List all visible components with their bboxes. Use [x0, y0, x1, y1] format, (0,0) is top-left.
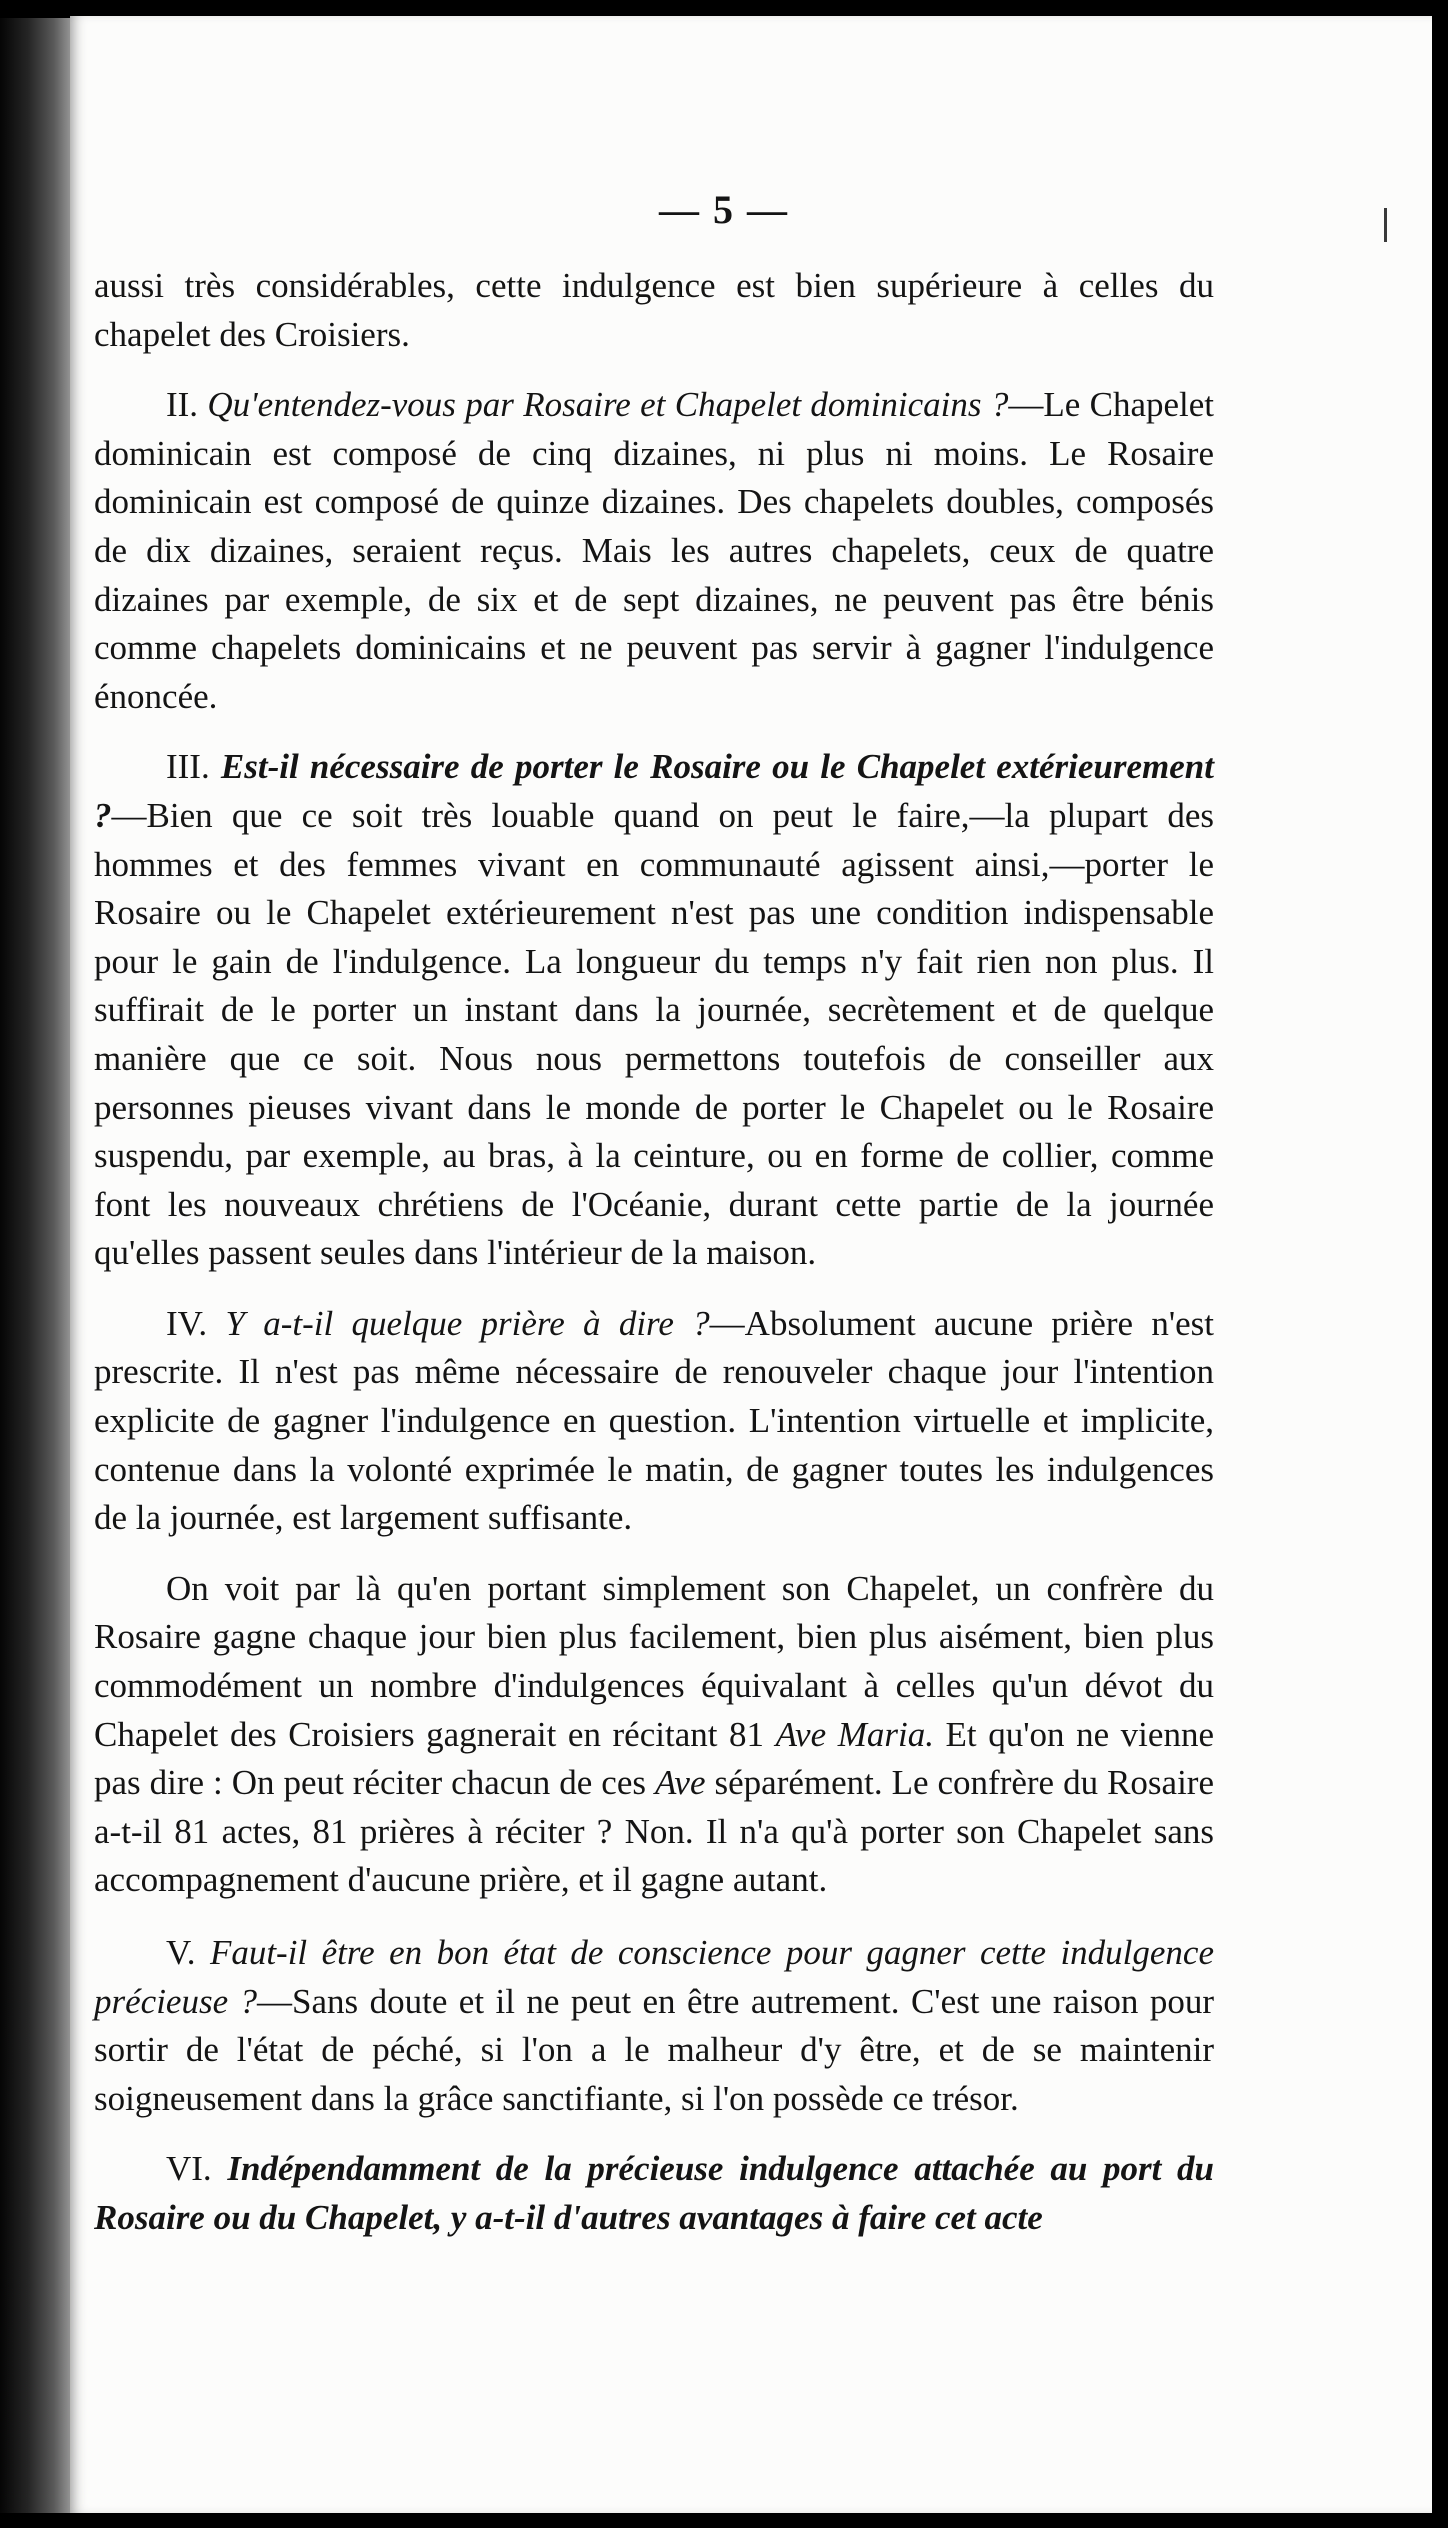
question-iv	[94, 1300, 1214, 1543]
question-v	[94, 1929, 1214, 2123]
question-ii	[94, 381, 1214, 721]
question-number: VI.	[166, 2149, 212, 2189]
question-number: II.	[166, 385, 199, 425]
answer-text: —Le Chapelet dominicain est composé de cinq dizaines, ni plus ni moins. Le Rosaire dominicain est composé de quinze dizaines. Des chapelets doubles, composés de dix dizaines, seraient reçus. Mais les autres chapelets, ceux de quatre dizaines par exemple, de six et de sept dizaines, ne peuvent pas être bénis comme chapelets dominicains et ne peuvent pas servir à gagner l'indulgence énoncée.	[94, 385, 1215, 716]
question-text: Y a-t-il quelque prière à dire ?	[225, 1303, 710, 1343]
question-vi	[94, 2145, 1214, 2242]
question-text: Est-il nécessaire de porter le Rosaire ou le Chapelet extérieurement ?	[94, 747, 1214, 835]
question-number: III.	[166, 747, 210, 787]
paragraph-text: On voit par là qu'en portant simplement son Chapelet, un confrère du Rosaire gagne chaque jour bien plus facilement, bien plus aisément, bien plus commodément un nombre d'indulgences équivalant à celles qu'un dévot du Chapelet des Croisiers gagnerait en récitant 81	[94, 1568, 1214, 1754]
paragraph-text: Et qu'on ne vienne pas dire : On peut réciter chacun de ces	[94, 1714, 1214, 1803]
question-text: Faut-il être en bon état de conscience pour gagner cette indulgence précieuse ?	[94, 1933, 1215, 2021]
question-number: IV.	[166, 1303, 208, 1343]
book-binding-shadow	[0, 18, 72, 2513]
answer-text: —Bien que ce soit très louable quand on peut le faire,—la plupart des hommes et des femmes vivant en communauté agissent ainsi,—porter le Rosaire ou le Chapelet extérieurement n'est pas une condition indispensable pour le gain de l'indulgence. La longueur du temps n'y fait rien non plus. Il suffirait de le porter un instant dans la journée, secrètement et de quelque manière que ce soit. Nous nous permettons toutefois de conseiller aux personnes pieuses vivant dans le monde de porter le Chapelet ou le Rosaire suspendu, par exemple, au bras, à la ceinture, ou en forme de collier, comme font les nouveaux chrétiens de l'Océanie, durant cette partie de la journée qu'elles passent seules dans l'intérieur de la maison.	[94, 795, 1214, 1273]
answer-text: —Sans doute et il ne peut en être autrement. C'est une raison pour sortir de l'état de péché, si l'on a le malheur d'y être, et de se maintenir soigneusement dans la grâce sanctifiante, si l'on possède ce trésor.	[94, 1981, 1214, 2118]
question-text: Indépendamment de la précieuse indulgence attachée au port du Rosaire ou du Chapelet, y a-t-il d'autres avantages à faire cet acte	[94, 2149, 1214, 2237]
paragraph-text: aussi très considérables, cette indulgence est bien supérieure à celles du chapelet des Croisiers.	[94, 266, 1214, 354]
paragraph-continuation	[94, 262, 1214, 359]
question-text: Qu'entendez-vous par Rosaire et Chapelet dominicains ?	[207, 385, 1009, 425]
question-number: V.	[166, 1933, 196, 1972]
question-iii	[94, 743, 1214, 1278]
latin-phrase: Ave	[654, 1763, 706, 1803]
answer-text: —Absolument aucune prière n'est prescrite. Il n'est pas même nécessaire de renouveler chaque jour l'intention explicite de gagner l'indulgence en question. L'intention virtuelle et implicite, contenue dans la volonté exprimée le matin, de gagner toutes les indulgences de la journée, est largement suffisante.	[94, 1303, 1214, 1538]
paragraph-text: séparément. Le confrère du Rosaire a-t-il 81 actes, 81 prières à réciter ? Non. Il n'a qu'à porter son Chapelet sans accompagnement d'aucune prière, et il gagne autant.	[94, 1763, 1214, 1900]
latin-phrase: Ave Maria.	[775, 1714, 934, 1754]
commentary-paragraph	[94, 1565, 1214, 1905]
page-number: — 5 —	[659, 187, 789, 232]
body-text	[94, 262, 1214, 2265]
